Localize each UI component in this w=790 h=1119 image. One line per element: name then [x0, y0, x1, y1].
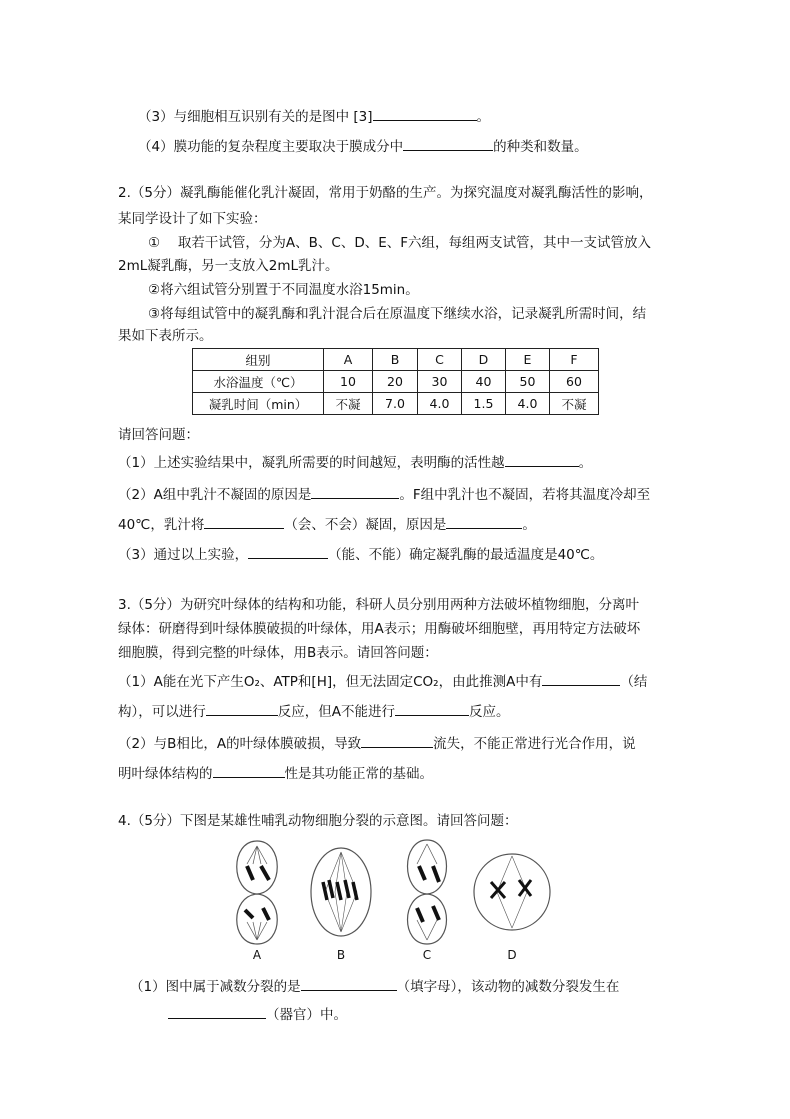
- figure-label-a: A: [252, 948, 262, 962]
- table-cell: 不凝: [550, 393, 599, 415]
- table-row: [193, 393, 599, 415]
- q4-item1-end: （器官）中。: [266, 1007, 347, 1023]
- table-cell: 不凝: [324, 393, 373, 415]
- q3-intro-line1: 3.（5分）为研究叶绿体的结构和功能，科研人员分别用两种方法破坏植物细胞，分离叶: [118, 597, 639, 613]
- cell-division-diagram: [225, 836, 555, 948]
- cell-c-drawing: [408, 840, 447, 944]
- answer-blank[interactable]: [505, 452, 579, 467]
- q3-item1-line1: [118, 671, 647, 691]
- table-cell: 40: [462, 371, 506, 393]
- q3-item1-text: 构），可以进行: [118, 704, 206, 720]
- answer-blank[interactable]: [168, 1004, 266, 1019]
- table-cell: 7.0: [373, 393, 418, 415]
- q3-item2-line2: [118, 763, 433, 783]
- q2-item2-end: 。: [522, 517, 536, 533]
- cell-d-drawing: [474, 854, 550, 930]
- q1-item4-text: （4）膜功能的复杂程度主要取决于膜成分中: [138, 139, 404, 155]
- answer-blank[interactable]: [248, 544, 328, 559]
- q3-item2-text: 明叶绿体结构的: [118, 766, 213, 782]
- answer-blank[interactable]: [542, 671, 620, 686]
- q2-item2-text: （2）A组中乳汁不凝固的原因是: [118, 487, 312, 503]
- q3-item1-text: 反应，但A不能进行: [277, 704, 395, 720]
- q3-intro-line3: 细胞膜，得到完整的叶绿体，用B表示。请回答问题：: [118, 645, 438, 661]
- q4-item1-line2: [168, 1004, 347, 1024]
- q1-item3: [138, 106, 490, 126]
- table-header-cell: D: [462, 349, 506, 371]
- q3-item2-cont: 流失，不能正常进行光合作用，说: [433, 736, 636, 752]
- q4-item1-text: （1）图中属于减数分裂的是: [130, 979, 301, 995]
- table-cell: 4.0: [418, 393, 462, 415]
- q3-item2-text: （2）与B相比，A的叶绿体膜破损，导致: [118, 736, 362, 752]
- table-header-cell: A: [324, 349, 373, 371]
- table-cell: 4.0: [506, 393, 550, 415]
- figure-label-c: C: [422, 948, 432, 962]
- q3-item1-text: （1）A能在光下产生O₂、ATP和[H]，但无法固定CO₂，由此推测A中有: [118, 674, 543, 690]
- table-cell: 60: [550, 371, 599, 393]
- figure-label-b: B: [336, 948, 346, 962]
- table-header-cell: C: [418, 349, 462, 371]
- answer-blank[interactable]: [361, 733, 433, 748]
- answer-blank[interactable]: [204, 514, 284, 529]
- q1-item4-end: 的种类和数量。: [493, 139, 588, 155]
- q1-item3-text: （3）与细胞相互识别有关的是图中 [3]: [138, 109, 373, 125]
- q2-intro-line1: 2.（5分）凝乳酶能催化乳汁凝固，常用于奶酪的生产。为探究温度对凝乳酶活性的影响，: [118, 185, 653, 201]
- q2-item2-line1: [118, 484, 650, 504]
- table-header-cell: E: [506, 349, 550, 371]
- table-cell: 50: [506, 371, 550, 393]
- table-cell: 10: [324, 371, 373, 393]
- q1-item3-end: 。: [476, 109, 491, 125]
- q3-item1-end: 反应。: [469, 704, 510, 720]
- q2-item1-end: 。: [578, 455, 593, 471]
- answer-blank[interactable]: [446, 514, 522, 529]
- table-header-cell: F: [550, 349, 599, 371]
- table-cell: 20: [373, 371, 418, 393]
- q2-item2-text: 40℃，乳汁将: [118, 517, 205, 533]
- q2-item2-text: （会、不会）凝固，原因是: [284, 517, 447, 533]
- q4-item1-line1: [130, 976, 619, 996]
- answer-blank[interactable]: [373, 106, 477, 121]
- table-cell: 水浴温度（℃）: [193, 371, 324, 393]
- q1-item4: [138, 136, 588, 156]
- q2-item3: [118, 544, 603, 564]
- table-row: [193, 371, 599, 393]
- answer-blank[interactable]: [301, 976, 397, 991]
- q3-intro-line2: 绿体：研磨得到叶绿体膜破损的叶绿体，用A表示；用酶破坏细胞壁，再用特定方法破坏: [118, 621, 641, 637]
- table-cell: 30: [418, 371, 462, 393]
- answer-blank[interactable]: [395, 701, 469, 716]
- q3-item2-end: 性是其功能正常的基础。: [284, 766, 433, 782]
- q2-step1-line1: ① 取若干试管，分为A、B、C、D、E、F六组，每组两支试管，其中一支试管放入: [148, 235, 652, 251]
- q2-item2-line2: [118, 514, 536, 534]
- q2-step2: ②将六组试管分别置于不同温度水浴15min。: [148, 282, 419, 298]
- table-header-cell: 组别: [193, 349, 324, 371]
- q3-item2-line1: [118, 733, 636, 753]
- q3-item1-cont: （结: [620, 674, 648, 690]
- q2-intro-line2: 某同学设计了如下实验：: [118, 211, 267, 227]
- table-header-cell: B: [373, 349, 418, 371]
- table-cell: 1.5: [462, 393, 506, 415]
- figure-label-d: D: [507, 948, 517, 962]
- cell-division-figure: [225, 836, 555, 962]
- answer-blank[interactable]: [206, 701, 278, 716]
- q2-item1: [118, 452, 592, 472]
- q2-item3-text: （3）通过以上实验，: [118, 547, 249, 563]
- q3-item1-line2: [118, 701, 510, 721]
- q2-step3-line2: 果如下表所示。: [118, 328, 213, 344]
- q4-intro: 4.（5分）下图是某雄性哺乳动物细胞分裂的示意图。请回答问题：: [118, 813, 518, 829]
- answer-blank[interactable]: [311, 484, 399, 499]
- q2-ask: 请回答问题：: [118, 427, 199, 443]
- table-cell: 凝乳时间（min）: [193, 393, 324, 415]
- answer-blank[interactable]: [213, 763, 285, 778]
- q2-item2-cont: 。F组中乳汁也不凝固，若将其温度冷却至: [399, 487, 651, 503]
- q2-step3-line1: ③将每组试管中的凝乳酶和乳汁混合后在原温度下继续水浴，记录凝乳所需时间，结: [148, 306, 647, 322]
- q4-item1-cont: （填字母），该动物的减数分裂发生在: [396, 979, 620, 995]
- cell-a-drawing: [237, 841, 278, 944]
- cell-b-drawing: [311, 848, 371, 936]
- q2-step1-line2: 2mL凝乳酶，另一支放入2mL乳汁。: [118, 258, 339, 274]
- table-header-row: [193, 349, 599, 371]
- results-table: [192, 348, 599, 415]
- answer-blank[interactable]: [403, 136, 493, 151]
- q2-item3-end: （能、不能）确定凝乳酶的最适温度是40℃。: [328, 547, 604, 563]
- q2-item1-text: （1）上述实验结果中，凝乳所需要的时间越短，表明酶的活性越: [118, 455, 505, 471]
